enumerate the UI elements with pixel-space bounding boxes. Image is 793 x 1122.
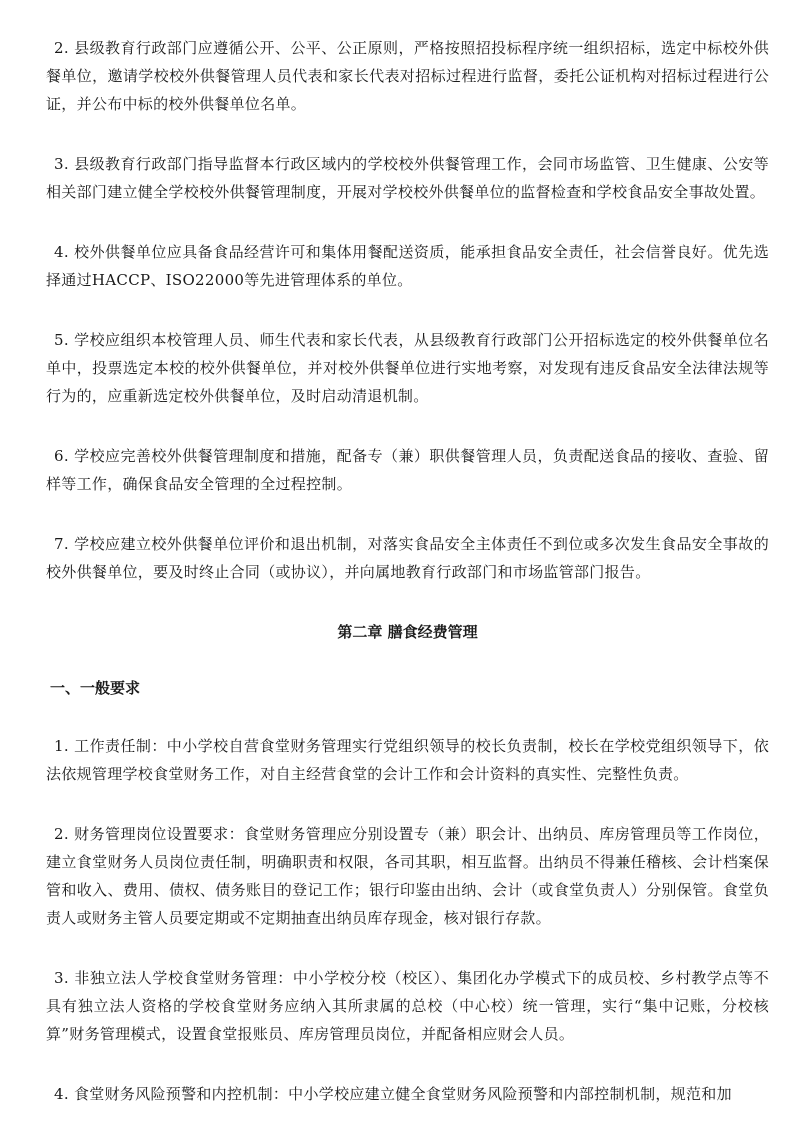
- requirement-item-3: 3. 非独立法人学校食堂财务管理：中小学校分校（校区）、集团化办学模式下的成员校、乡村教学点等不具有独立法人资格的学校食堂财务应纳入其所隶属的总校（中心校）统一管理，实行“集中记账，分校核算”财务管理模式，设置食堂报账员、库房管理员岗位，并配备相应财会人员。: [46, 969, 769, 1043]
- paragraph-item-6: 6. 学校应完善校外供餐管理制度和措施，配备专（兼）职供餐管理人员，负责配送食品的接收、查验、留样等工作，确保食品安全管理的全过程控制。: [46, 447, 769, 493]
- section-title: 一、一般要求: [50, 679, 141, 697]
- chapter-title: 第二章 膳食经费管理: [337, 623, 478, 641]
- requirement-item-1: 1. 工作责任制：中小学校自营食堂财务管理实行党组织领导的校长负责制，校长在学校党组织领导下，依法依规管理学校食堂财务工作，对自主经营食堂的会计工作和会计资料的真实性、完整性负责。: [46, 737, 769, 783]
- paragraph-item-2: 2. 县级教育行政部门应遵循公开、公平、公正原则，严格按照招投标程序统一组织招标，选定中标校外供餐单位，邀请学校校外供餐管理人员代表和家长代表对招标过程进行监督，委托公证机构对招标过程进行公证，并公布中标的校外供餐单位名单。: [46, 39, 769, 113]
- requirement-item-4: 4. 食堂财务风险预警和内控机制：中小学校应建立健全食堂财务风险预警和内部控制机制，规范和加: [54, 1085, 732, 1103]
- paragraph-item-3: 3. 县级教育行政部门指导监督本行政区域内的学校校外供餐管理工作，会同市场监管、卫生健康、公安等相关部门建立健全学校校外供餐管理制度，开展对学校校外供餐单位的监督检查和学校食品安全事故处置。: [46, 155, 769, 201]
- paragraph-item-5: 5. 学校应组织本校管理人员、师生代表和家长代表，从县级教育行政部门公开招标选定的校外供餐单位名单中，投票选定本校的校外供餐单位，并对校外供餐单位进行实地考察，对发现有违反食品安全法律法规等行为的，应重新选定校外供餐单位，及时启动清退机制。: [46, 331, 769, 405]
- requirement-item-2: 2. 财务管理岗位设置要求：食堂财务管理应分别设置专（兼）职会计、出纳员、库房管理员等工作岗位，建立食堂财务人员岗位责任制，明确职责和权限，各司其职，相互监督。出纳员不得兼任稽核、会计档案保管和收入、费用、债权、债务账目的登记工作；银行印鉴由出纳、会计（或食堂负责人）分别保管。食堂负责人或财务主管人员要定期或不定期抽查出纳员库存现金，核对银行存款。: [46, 825, 769, 927]
- paragraph-item-4: 4. 校外供餐单位应具备食品经营许可和集体用餐配送资质，能承担食品安全责任，社会信誉良好。优先选择通过HACCP、ISO22000等先进管理体系的单位。: [46, 243, 769, 289]
- paragraph-item-7: 7. 学校应建立校外供餐单位评价和退出机制，对落实食品安全主体责任不到位或多次发生食品安全事故的校外供餐单位，要及时终止合同（或协议），并向属地教育行政部门和市场监管部门报告。: [46, 535, 769, 581]
